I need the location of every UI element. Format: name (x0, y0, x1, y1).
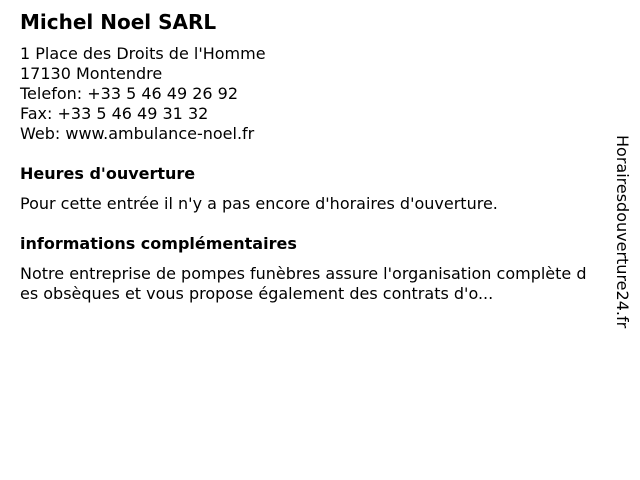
site-brand: Horairesdouverture24.fr (613, 135, 632, 329)
website: Web: www.ambulance-noel.fr (20, 124, 255, 143)
address-city: 17130 Montendre (20, 64, 163, 83)
business-card (20, 10, 595, 304)
additional-info-text: Notre entreprise de pompes funèbres assure l'organisation complète des obsèques et vous propose également des contrats d'o... (20, 264, 587, 303)
address-block (20, 44, 595, 144)
opening-hours-text: Pour cette entrée il n'y a pas encore d'horaires d'ouverture. (20, 194, 498, 213)
additional-info-heading: informations complémentaires (20, 234, 297, 253)
opening-hours-heading: Heures d'ouverture (20, 164, 196, 183)
address-street: 1 Place des Droits de l'Homme (20, 44, 266, 63)
company-name: Michel Noel SARL (20, 10, 217, 34)
phone-number: Telefon: +33 5 46 49 26 92 (20, 84, 239, 103)
fax-number: Fax: +33 5 46 49 31 32 (20, 104, 209, 123)
